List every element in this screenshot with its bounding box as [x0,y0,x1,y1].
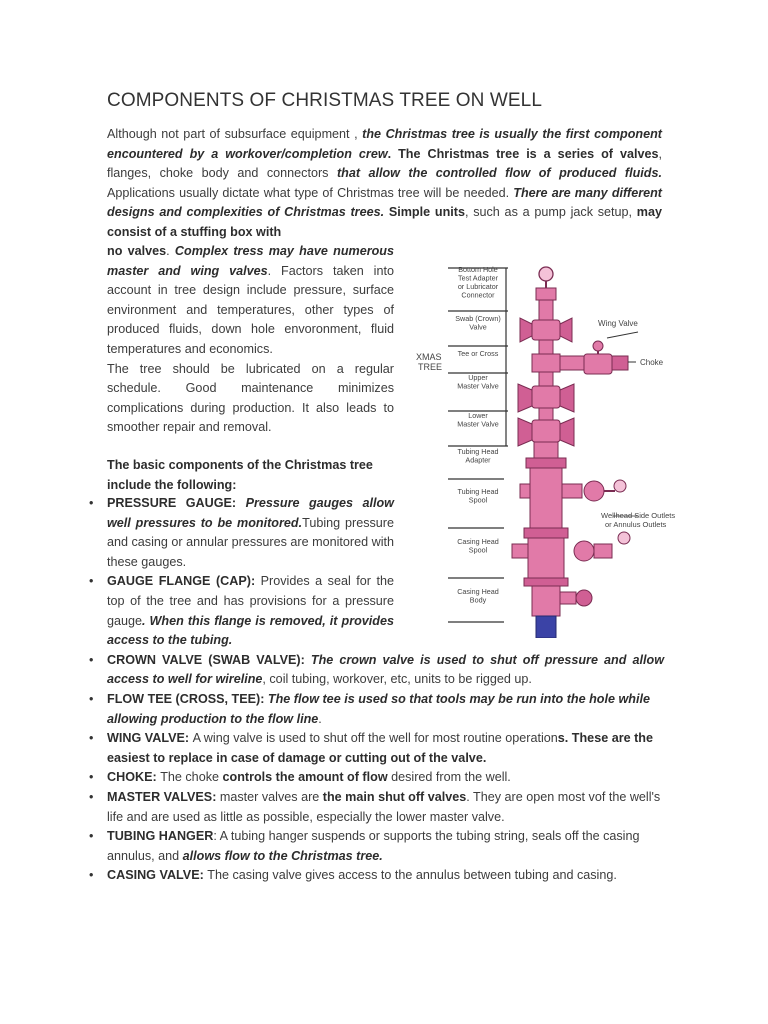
body-text: The tree should be lubricated on a regular schedule. Good maintenance minimizes complications during production. It also leads to smoother repair and removal. [107,361,394,435]
bold-text: . The Christmas tree is a series of valves [387,146,659,161]
component-list-item [89,866,667,886]
diagram-left-label: Body [469,595,487,605]
component-list-item [89,651,664,690]
body-text: : A tubing hanger suspends or supports the tubing string, seals off the casing annulus, and [107,829,640,863]
diagram-left-label: Connector [461,290,495,300]
diagram-left-label: Upper [468,373,488,382]
tree-design-paragraph [107,242,394,438]
bold-text: FLOW TEE (CROSS, TEE): [107,691,268,706]
bold-text: controls the amount of flow [222,770,388,785]
page-title: COMPONENTS OF CHRISTMAS TREE ON WELL [107,90,543,111]
diagram-left-label: Adapter [465,455,491,465]
bold-text: no valves [107,244,167,258]
body-text: , coil tubing, workover, etc, units to be rigged up. [262,672,532,687]
bold-italic-text: The flow tee is used so that tools may be run into the hole while allowing production to the flow line [107,691,650,726]
body-text: A wing valve is used to shut off the well for most routine operation [192,731,558,746]
diagram-left-label: Casing Head [457,537,499,546]
components-heading: The basic components of the Christmas tree include the following: [107,458,373,492]
bold-italic-text: allows flow to the Christmas tree. [182,848,383,863]
bold-text: CASING VALVE: [107,868,208,883]
body-text: The choke [160,770,223,785]
diagram-left-label: Master Valve [457,381,499,391]
choke-label: Choke [640,358,664,367]
body-text: . They are open most vof the well's life and are used as little as possible, especially the lower master valve. [107,789,661,824]
component-list-item [89,572,394,650]
bold-text: GAUGE FLANGE (CAP): [107,574,261,589]
bold-text: Simple units [384,205,465,220]
christmas-tree-diagram [408,258,678,638]
component-list-item [89,494,394,572]
diagram-left-label: Tubing Head [457,447,499,456]
bold-italic-text: Pressure gauges allow well pressures to be monitored. [107,496,394,530]
body-text: Applications usually dictate what type of Christmas tree will be needed. [107,185,514,200]
component-list-item [89,729,667,768]
diagram-left-label: Tee or Cross [457,349,499,358]
component-list-item [89,768,667,788]
diagram-left-label: Bottom Hole [458,265,498,274]
body-text: desired from the well. [387,770,511,785]
bold-text: may consist of a stuffing box with [107,205,663,239]
diagram-left-label: Test Adapter [458,273,498,283]
body-text: The casing valve gives access to the annulus between tubing and casing. [207,868,617,883]
diagram-left-label: or Lubricator [457,282,499,291]
bold-text: CROWN VALVE (SWAB VALVE): [107,652,311,667]
wellhead-outlets-label: Wellhead Side Outlets [601,511,676,520]
diagram-left-label: Spool [468,545,488,555]
diagram-left-label: Tubing Head [457,487,499,496]
annulus-outlets-label: or Annulus Outlets [605,520,667,529]
bold-text: MASTER VALVES: [107,789,220,804]
component-list-item [89,788,667,827]
body-text: . [318,711,322,726]
diagram-left-label: Spool [468,495,488,505]
body-text: Provides a seal for the top of the tree and has provisions for a pressure gauge [107,574,394,628]
xmas-tree-label-2: TREE [418,362,443,372]
diagram-left-label: Master Valve [457,419,499,429]
diagram-left-label: Casing Head [457,587,499,596]
bold-text: CHOKE: [107,770,161,785]
body-text: master valves are [219,789,323,804]
body-text: , such as a pump jack setup, [464,205,637,220]
diagram-left-label: Valve [469,322,487,332]
component-list-item [89,690,667,729]
bold-italic-text: The crown valve is used to shut off pressure and allow access to well for wireline [107,652,664,687]
wing-valve-label: Wing Valve [598,319,638,328]
bold-text: TUBING HANGER [107,829,214,844]
body-text: . [166,244,175,258]
diagram-left-label: Swab (Crown) [455,314,501,323]
xmas-tree-label: XMAS [416,352,442,362]
bold-italic-text: There are many different designs and complexities of Christmas trees. [107,185,662,220]
component-list-item [89,827,667,866]
body-text: . Factors taken into account in tree design include pressure, surface environment and temperatures, other types of produced fluids, down hole envoronment, fluid temperatures and economics. [107,263,394,356]
bold-text: PRESSURE GAUGE: [107,496,246,510]
bold-text: WING VALVE: [107,731,193,746]
bold-italic-text: Complex tress may have numerous master and wing valves [107,244,395,278]
bold-text: the main shut off valves [322,789,467,804]
body-text: Although not part of subsurface equipment , [107,127,363,141]
intro-paragraph [107,125,662,243]
body-text: Tubing pressure and casing or annular pressures are monitored with these gauges. [107,515,395,569]
body-text: , flanges, choke body and connectors [107,146,662,181]
diagram-left-label: Lower [468,411,488,420]
bold-text: s. These are the easiest to replace in case of damage or cutting out of the valve. [107,731,653,765]
bold-italic-text: the Christmas tree is usually the first component encountered by a workover/completion crew [107,127,662,161]
bold-italic-text: . When this flange is removed, it provides access to the tubing. [107,613,394,648]
bold-italic-text: that allow the controlled flow of produced fluids. [336,166,662,181]
